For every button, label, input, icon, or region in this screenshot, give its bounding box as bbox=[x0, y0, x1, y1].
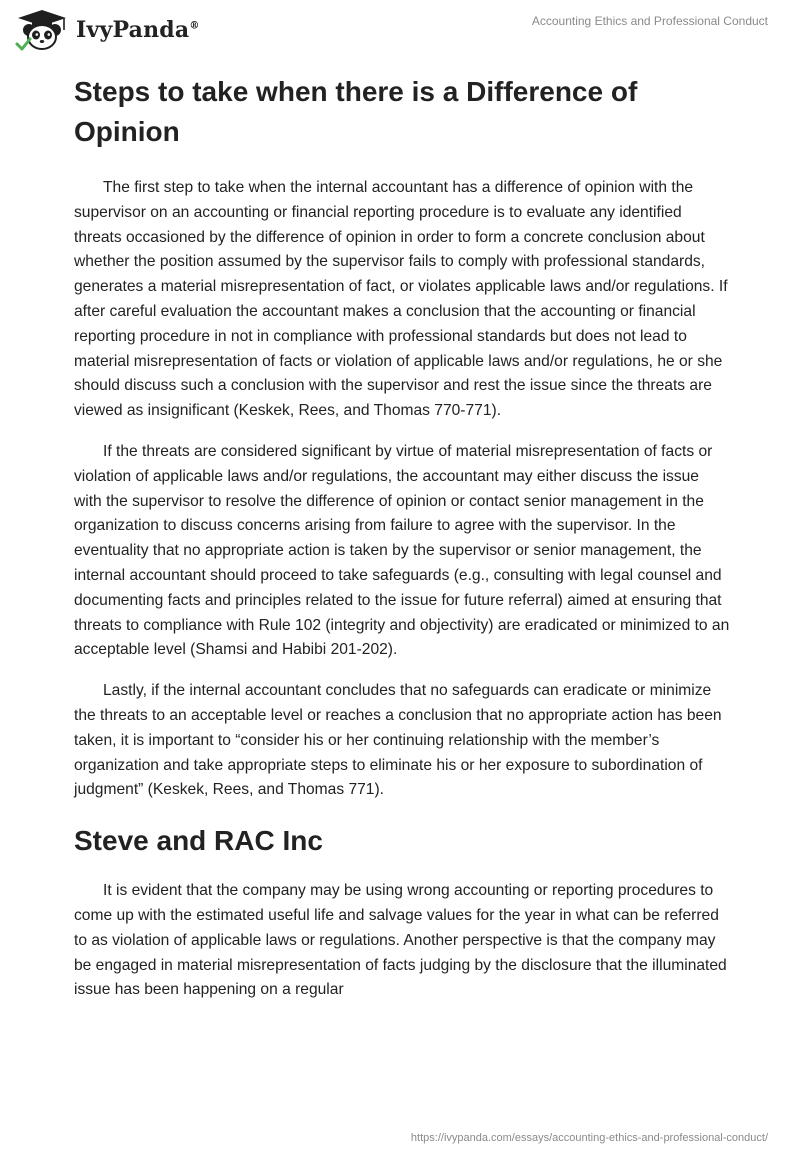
document-title: Accounting Ethics and Professional Conduct bbox=[531, 14, 768, 28]
page-header bbox=[0, 0, 800, 56]
brand-name: IvyPanda® bbox=[76, 17, 200, 43]
paragraph: Lastly, if the internal accountant concludes that no safeguards can eradicate or minimize the threats to an acceptable level or reaches a conclusion that no appropriate action has been taken, it is important to “consider his or her continuing relationship with the member’s organization and take appropriate steps to eliminate his or her exposure to subordination of judgment” (Keskek, Rees, and Thomas 771). bbox=[74, 682, 722, 799]
section-heading: Steps to take when there is a Difference of Opinion bbox=[74, 76, 638, 147]
panda-graduation-cap-icon bbox=[14, 8, 70, 52]
section-heading: Steve and RAC Inc bbox=[74, 825, 323, 857]
source-url[interactable]: https://ivypanda.com/essays/accounting-ethics-and-professional-conduct/ bbox=[410, 1132, 768, 1144]
paragraph: It is evident that the company may be using wrong accounting or reporting procedures to come up with the estimated useful life and salvage values for the year in what can be referred to as violation of applicable laws or regulations. Another perspective is that the company may be engaged in material misrepresentation of facts judging by the disclosure that the illuminated issue has been happening on a regular bbox=[74, 882, 727, 999]
article-body bbox=[74, 72, 730, 1019]
logo[interactable] bbox=[14, 8, 200, 52]
paragraph: If the threats are considered significant by virtue of material misrepresentation of facts or violation of applicable laws and/or regulations, the accountant may either discuss the issue with the supervisor to resolve the difference of opinion or contact senior management in the organization to discuss concerns arising from failure to agree with the supervisor. In the eventuality that no appropriate action is taken by the supervisor or senior management, the internal accountant should proceed to take safeguards (e.g., consulting with legal counsel and documenting facts and principles related to the issue for future referral) aimed at ensuring that threats to compliance with Rule 102 (integrity and objectivity) are eradicated or minimized to an acceptable level (Shamsi and Habibi 201-202). bbox=[74, 442, 730, 659]
paragraph: The first step to take when the internal accountant has a difference of opinion with the supervisor on an accounting or financial reporting procedure is to evaluate any identified threats occasioned by the difference of opinion in order to form a concrete conclusion about whether the position assumed by the supervisor fails to comply with professional standards, generates a material misrepresentation of fact, or violates applicable laws and/or regulations. If after careful evaluation the accountant makes a conclusion that the accounting or financial reporting procedure in not in compliance with professional standards but does not lead to material misrepresentation of facts or violation of applicable laws and/or regulations, he or she should discuss such a conclusion with the supervisor and rest the issue since the threats are viewed as insignificant (Keskek, Rees, and Thomas 770-771). bbox=[74, 179, 728, 420]
